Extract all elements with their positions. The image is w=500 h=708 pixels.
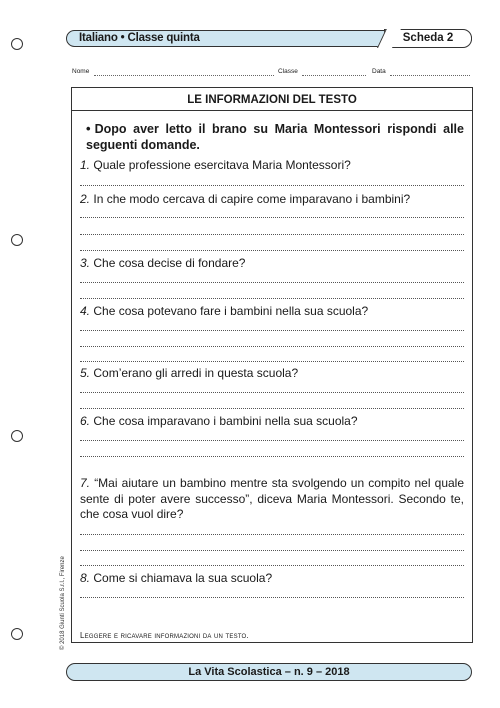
answer-line[interactable] [80,346,464,347]
question-6 [80,414,464,430]
worksheet-frame [71,87,473,643]
question-number: 1. [80,158,91,172]
title-divider [72,110,472,111]
answer-line[interactable] [80,234,464,235]
name-field[interactable] [94,75,274,76]
answer-line[interactable] [80,408,464,409]
date-field[interactable] [390,75,470,76]
question-text: Come si chiamava la sua scuola? [93,571,273,585]
answer-line[interactable] [80,565,464,566]
question-number: 8. [80,571,91,585]
bullet-icon: • [86,121,91,136]
question-3 [80,256,464,272]
question-number: 2. [80,192,91,206]
answer-line[interactable] [80,392,464,393]
question-text: In che modo cercava di capire come imparavano i bambini? [93,192,411,206]
bottom-bar: La Vita Scolastica – n. 9 – 2018 [66,663,472,681]
instruction [86,121,464,153]
answer-line[interactable] [80,298,464,299]
answer-line[interactable] [80,330,464,331]
class-label: Classe [278,68,298,75]
question-text: Che cosa potevano fare i bambini nella sua scuola? [93,304,369,318]
question-number: 6. [80,414,91,428]
binder-hole-bottom [11,628,23,640]
question-text: Che cosa decise di fondare? [93,256,246,270]
question-number: 4. [80,304,91,318]
answer-line[interactable] [80,250,464,251]
question-8 [80,571,464,587]
question-number: 3. [80,256,91,270]
question-5 [80,366,464,382]
answer-line[interactable] [80,534,464,535]
question-text: Che cosa imparavano i bambini nella sua scuola? [93,414,358,428]
question-number: 7. [80,476,91,490]
sheet-tab: Scheda 2 [384,29,472,48]
class-field[interactable] [302,75,366,76]
binder-hole-lower-middle [11,430,23,442]
question-text: Com’erano gli arredi in questa scuola? [93,366,299,380]
name-label: Nome [72,68,90,75]
answer-line[interactable] [80,282,464,283]
question-number: 5. [80,366,91,380]
binder-hole-top [11,38,23,50]
question-text: Quale professione esercitava Maria Montessori? [93,158,351,172]
question-4 [80,304,464,320]
answer-line[interactable] [80,217,464,218]
answer-line[interactable] [80,185,464,186]
student-fields [72,68,472,78]
question-1 [80,158,464,174]
question-7 [80,476,464,523]
date-label: Data [372,68,386,75]
question-2 [80,192,464,208]
answer-line[interactable] [80,456,464,457]
question-text: “Mai aiutare un bambino mentre sta svolgendo un compito nel quale sente di poter avere successo”, diceva Maria Montessori. Secondo te, che cosa vuol dire? [80,476,465,521]
answer-line[interactable] [80,440,464,441]
skill-note: Leggere e ricavare informazioni da un testo. [80,631,249,640]
binder-hole-upper-middle [11,234,23,246]
copyright-notice: © 2018 Giunti Scuola S.r.l., Firenze [60,556,66,650]
header-title: Italiano • Classe quinta [79,32,200,44]
answer-line[interactable] [80,550,464,551]
worksheet-title: LE INFORMAZIONI DEL TESTO [187,94,357,106]
answer-line[interactable] [80,361,464,362]
answer-line[interactable] [80,597,464,598]
instruction-text: Dopo aver letto il brano su Maria Montessori rispondi alle seguenti domande. [86,122,464,152]
